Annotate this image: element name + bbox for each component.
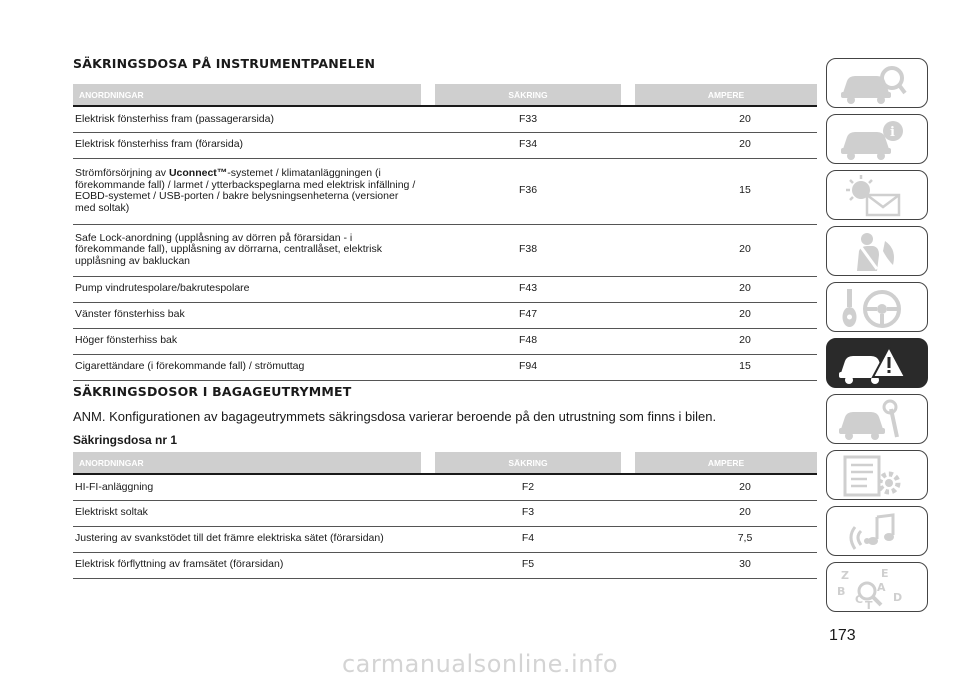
ampere-cell: 15 (635, 354, 817, 380)
device-cell (73, 526, 421, 552)
device-text-bold: Uconnect™ (168, 167, 228, 179)
device-text: HI-FI-anläggning (75, 480, 154, 493)
nav-tab-warning-lights[interactable] (826, 170, 928, 220)
warning-light-message-icon (837, 175, 907, 217)
device-cell (73, 552, 421, 578)
table-header-row (73, 84, 817, 106)
svg-text:i: i (890, 125, 895, 140)
device-cell (73, 276, 421, 302)
nav-tab-emergency[interactable] (826, 338, 928, 388)
svg-text:A: A (877, 581, 886, 594)
fuse-cell: F5 (421, 552, 635, 578)
nav-tab-starting-driving[interactable] (826, 282, 928, 332)
seatbelt-airbag-icon (837, 231, 907, 273)
fuse-cell: F47 (421, 302, 635, 328)
alphabetical-index-icon (837, 567, 907, 609)
key-steering-wheel-icon (837, 287, 907, 329)
nav-tab-safety[interactable] (826, 226, 928, 276)
device-text: Pump vindrutespolare/bakrutespolare (75, 282, 250, 295)
fuse-cell: F38 (421, 224, 635, 276)
car-dashboard-icon (837, 63, 907, 105)
device-text: Strömförsörjning av (75, 167, 169, 179)
device-cell (73, 328, 421, 354)
device-cell (73, 132, 421, 158)
section-title-instrument-panel: SÄKRINGSDOSA PÅ INSTRUMENTPANELEN (73, 56, 376, 71)
ampere-cell: 20 (635, 500, 817, 526)
ampere-cell: 20 (635, 132, 817, 158)
table-row (73, 276, 817, 302)
specifications-gear-icon (837, 455, 907, 497)
svg-text:D: D (893, 591, 903, 604)
ampere-cell: 7,5 (635, 526, 817, 552)
device-text: Elektrisk förflyttning av framsätet (förarsidan) (75, 558, 284, 571)
device-text: Elektrisk fönsterhiss fram (passagerarsida) (75, 112, 274, 125)
device-text: Elektriskt soltak (75, 506, 148, 519)
fuse-table-instrument-panel (73, 84, 817, 381)
table-row (73, 552, 817, 578)
fuse-cell: F34 (421, 132, 635, 158)
configuration-note: ANM. Konfigurationen av bagageutrymmets säkringsdosa varierar beroende på den utrustning som finns i bilen. (73, 409, 717, 424)
header-fuse: SÄKRING (435, 452, 621, 474)
table-row (73, 354, 817, 380)
ampere-cell: 20 (635, 302, 817, 328)
fuse-cell: F4 (421, 526, 635, 552)
page-number: 173 (829, 627, 856, 644)
nav-tab-multimedia[interactable] (826, 506, 928, 556)
device-cell (73, 158, 421, 224)
nav-tab-car-info[interactable] (826, 114, 928, 164)
table-row (73, 474, 817, 500)
header-ampere: AMPERE (635, 84, 817, 106)
device-text: Höger fönsterhiss bak (75, 334, 178, 347)
ampere-cell: 30 (635, 552, 817, 578)
device-cell (73, 500, 421, 526)
table-row (73, 158, 817, 224)
multimedia-icon (837, 511, 907, 553)
svg-text:T: T (865, 599, 873, 609)
device-text: Elektrisk fönsterhiss fram (förarsida) (75, 138, 244, 151)
ampere-cell: 20 (635, 224, 817, 276)
ampere-cell: 20 (635, 106, 817, 132)
nav-tab-index[interactable] (826, 562, 928, 612)
fuse-cell: F36 (421, 158, 635, 224)
device-text: -systemet / klimatanläggningen (i förekommande fall) / larmet / ytterbackspeglarna med elektrisk infällning / EOBD-systemet / USB-porten / bakre belysningsenheterna (versioner med soltak) (75, 167, 416, 214)
fuse-cell: F33 (421, 106, 635, 132)
header-fuse: SÄKRING (435, 84, 621, 106)
car-info-icon (837, 119, 907, 161)
ampere-cell: 20 (635, 328, 817, 354)
device-cell (73, 106, 421, 132)
device-text: Justering av svankstödet till det främre elektriska sätet (förarsidan) (75, 532, 384, 545)
device-cell (73, 474, 421, 500)
svg-text:E: E (881, 567, 889, 580)
ampere-cell: 15 (635, 158, 817, 224)
table-row (73, 328, 817, 354)
device-cell (73, 302, 421, 328)
table-row (73, 224, 817, 276)
watermark-text: carmanualsonline.info (341, 650, 619, 678)
header-devices: ANORDNINGAR (73, 84, 421, 106)
svg-text:B: B (837, 585, 846, 598)
fuse-cell: F94 (421, 354, 635, 380)
fuse-cell: F2 (421, 474, 635, 500)
device-cell (73, 354, 421, 380)
ampere-cell: 20 (635, 474, 817, 500)
fuse-cell: F3 (421, 500, 635, 526)
fuse-cell: F48 (421, 328, 635, 354)
table-row (73, 500, 817, 526)
table-row (73, 106, 817, 132)
emergency-car-icon (837, 343, 907, 385)
device-text: Safe Lock-anordning (upplåsning av dörren på förarsidan - i förekommande fall), upplåsning av dörrarna, centrallåset, elektrisk upplåsning av bakluckan (75, 231, 382, 267)
fuse-table-luggage (73, 452, 817, 579)
table-row (73, 302, 817, 328)
device-cell (73, 224, 421, 276)
device-text: Vänster fönsterhiss bak (75, 308, 185, 321)
table-row (73, 526, 817, 552)
svg-text:C: C (855, 593, 864, 606)
car-wrench-icon (837, 399, 907, 441)
nav-tab-dashboard[interactable] (826, 58, 928, 108)
svg-text:Z: Z (841, 569, 849, 582)
nav-tab-maintenance[interactable] (826, 394, 928, 444)
table-row (73, 132, 817, 158)
ampere-cell: 20 (635, 276, 817, 302)
fuse-box-subtitle: Säkringsdosa nr 1 (73, 433, 178, 447)
table-header-row (73, 452, 817, 474)
section-title-luggage: SÄKRINGSDOSOR I BAGAGEUTRYMMET (73, 384, 352, 399)
nav-tab-technical-data[interactable] (826, 450, 928, 500)
fuse-cell: F43 (421, 276, 635, 302)
header-devices: ANORDNINGAR (73, 452, 421, 474)
device-text: Cigarettändare (i förekommande fall) / strömuttag (75, 360, 305, 373)
header-ampere: AMPERE (635, 452, 817, 474)
